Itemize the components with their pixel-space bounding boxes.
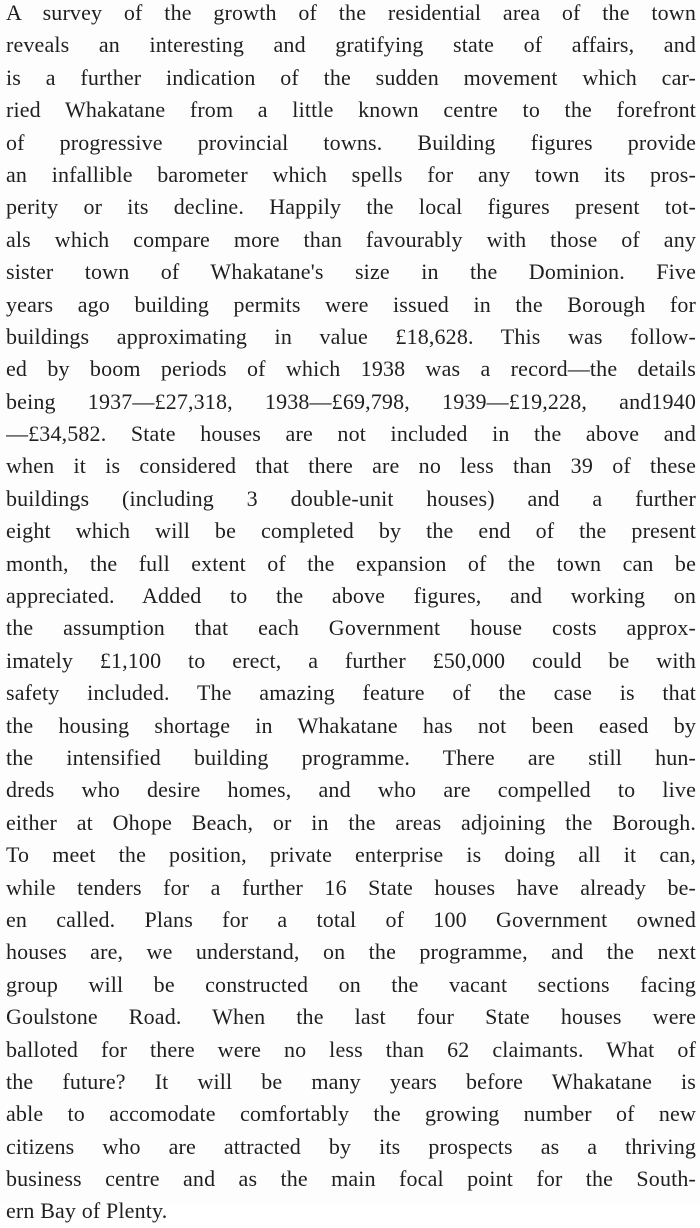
text-line: ern Bay of Plenty. xyxy=(6,1198,168,1224)
text-line: business centre and as the main focal point for the South- xyxy=(6,1166,696,1192)
text-line: an infallible barometer which spells for any town its pros- xyxy=(6,161,696,187)
text-line: eight which will be completed by the end of the present xyxy=(6,518,696,544)
text-line: To meet the position, private enterprise is doing all it can, xyxy=(6,842,696,868)
text-line: group will be constructed on the vacant sections facing xyxy=(6,971,696,997)
text-line: Goulstone Road. When the last four State houses were xyxy=(6,1004,696,1030)
text-line: is a further indication of the sudden movement which car- xyxy=(6,64,696,90)
text-line: the housing shortage in Whakatane has not been eased by xyxy=(6,712,696,738)
text-line: while tenders for a further 16 State houses have already be- xyxy=(6,874,696,900)
text-line: of progressive provincial towns. Building figures provide xyxy=(6,129,696,155)
text-line: the future? It will be many years before Whakatane is xyxy=(6,1068,696,1094)
text-line: able to accomodate comfortably the growing number of new xyxy=(6,1101,696,1127)
text-line: when it is considered that there are no less than 39 of these xyxy=(6,453,696,479)
text-line: being 1937—£27,318, 1938—£69,798, 1939—£19,228, and1940 xyxy=(6,388,696,414)
text-line: A survey of the growth of the residential area of the town xyxy=(6,0,696,25)
text-line: en called. Plans for a total of 100 Government owned xyxy=(6,906,696,932)
text-line: buildings (including 3 double-unit houses) and a further xyxy=(6,485,696,511)
text-line: safety included. The amazing feature of the case is that xyxy=(6,680,696,706)
text-line: buildings approximating in value £18,628. This was follow- xyxy=(6,323,696,349)
text-line: houses are, we understand, on the programme, and the next xyxy=(6,939,696,965)
text-line: month, the full extent of the expansion of the town can be xyxy=(6,550,696,576)
text-line: ed by boom periods of which 1938 was a record—the details xyxy=(6,356,696,382)
text-line: imately £1,100 to erect, a further £50,000 could be with xyxy=(6,647,696,673)
text-line: ried Whakatane from a little known centre to the forefront xyxy=(6,97,696,123)
text-line: either at Ohope Beach, or in the areas adjoining the Borough. xyxy=(6,809,696,835)
text-line: appreciated. Added to the above figures, and working on xyxy=(6,583,696,609)
text-line: citizens who are attracted by its prospects as a thriving xyxy=(6,1133,696,1159)
text-line: the intensified building programme. There are still hun- xyxy=(6,744,696,770)
text-line: perity or its decline. Happily the local figures present tot- xyxy=(6,194,696,220)
text-line: balloted for there were no less than 62 claimants. What of xyxy=(6,1036,696,1062)
text-line: the assumption that each Government house costs approx- xyxy=(6,615,696,641)
article-text xyxy=(6,0,696,1228)
text-line: reveals an interesting and gratifying state of affairs, and xyxy=(6,32,696,58)
text-line: dreds who desire homes, and who are compelled to live xyxy=(6,777,696,803)
text-line: —£34,582. State houses are not included in the above and xyxy=(6,421,696,447)
text-line: sister town of Whakatane's size in the Dominion. Five xyxy=(6,259,696,285)
text-line: als which compare more than favourably with those of any xyxy=(6,226,696,252)
text-line: years ago building permits were issued in the Borough for xyxy=(6,291,696,317)
